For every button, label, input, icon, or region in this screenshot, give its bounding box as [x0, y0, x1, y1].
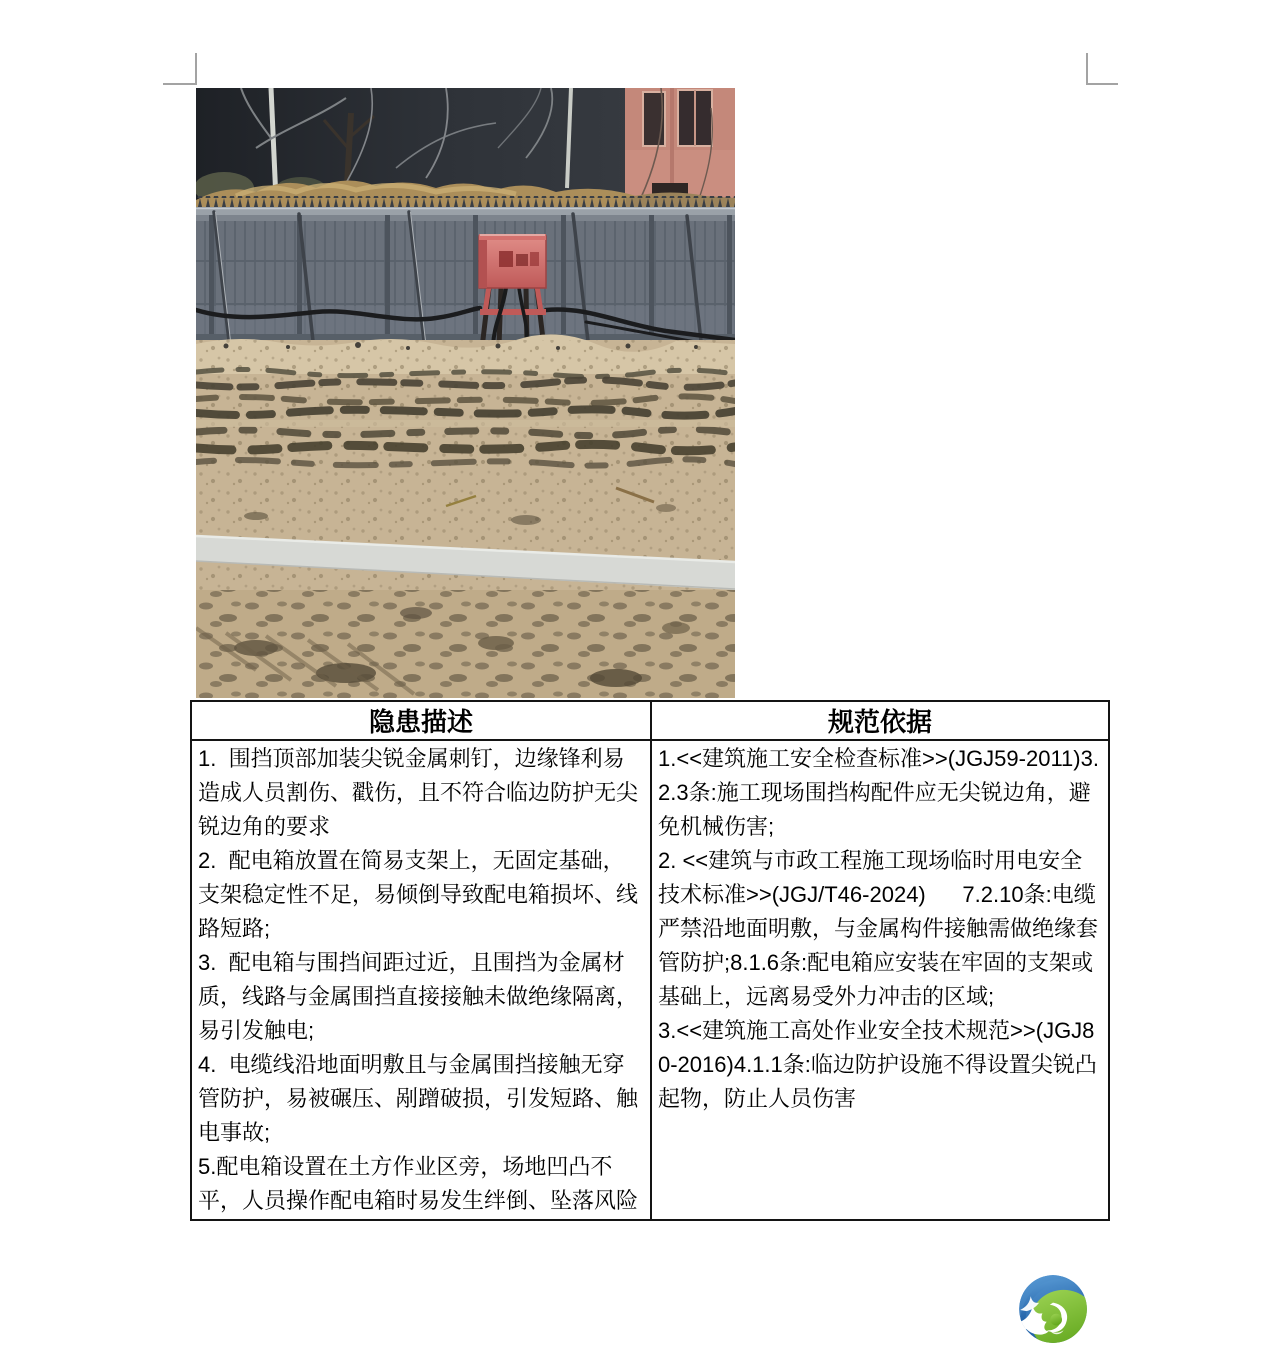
hazard-description-cell — [191, 740, 651, 1220]
hazard-table — [190, 700, 1110, 1221]
site-photo-scene — [196, 88, 735, 698]
hazard-item: 4. 电缆线沿地面明敷且与金属围挡接触无穿管防护，易被碾压、剐蹭破损，引发短路、触电事故; — [198, 1052, 639, 1145]
hazard-item: 2. 配电箱放置在简易支架上，无固定基础，支架稳定性不足，易倾倒导致配电箱损坏、线路短路; — [198, 848, 639, 941]
standard-header: 规范依据 — [651, 701, 1109, 740]
hazard-item: 1. 围挡顶部加装尖锐金属刺钉，边缘锋利易造成人员割伤、戳伤，且不符合临边防护无尖锐边角的要求 — [198, 746, 639, 839]
sand-ground — [196, 334, 735, 698]
standard-basis-cell — [651, 740, 1109, 1220]
metal-fence — [196, 196, 735, 342]
table-body-row — [191, 740, 1109, 1220]
company-logo — [1018, 1274, 1088, 1344]
standard-item: 3.<<建筑施工高处作业安全技术规范>>(JGJ80-2016)4.1.1条:临边防护设施不得设置尖锐凸起物，防止人员伤害 — [658, 1018, 1097, 1111]
crop-mark-top-right — [1086, 53, 1118, 85]
fence-spikes — [196, 196, 735, 208]
sphere-logo-icon — [1018, 1274, 1088, 1344]
hazard-item: 5.配电箱设置在土方作业区旁，场地凹凸不平，人员操作配电箱时易发生绊倒、坠落风险 — [198, 1154, 639, 1213]
crop-mark-top-left — [163, 53, 197, 85]
standard-item: 2. <<建筑与市政工程施工现场临时用电安全技术标准>>(JGJ/T46-2024) 7.2.10条:电缆严禁沿地面明敷，与金属构件接触需做绝缘套管防护;8.1.6条:配电箱应安装在牢固的支架或基础上，远离易受外力冲击的区域; — [658, 848, 1099, 1009]
hazard-header: 隐患描述 — [191, 701, 651, 740]
standard-item: 1.<<建筑施工安全检查标准>>(JGJ59-2011)3.2.3条:施工现场围挡构配件应无尖锐边角，避免机械伤害; — [658, 746, 1099, 839]
hazard-item: 3. 配电箱与围挡间距过近，且围挡为金属材质，线路与金属围挡直接接触未做绝缘隔离，易引发触电; — [198, 950, 639, 1043]
site-photo — [196, 88, 735, 698]
table-header-row — [191, 701, 1109, 740]
